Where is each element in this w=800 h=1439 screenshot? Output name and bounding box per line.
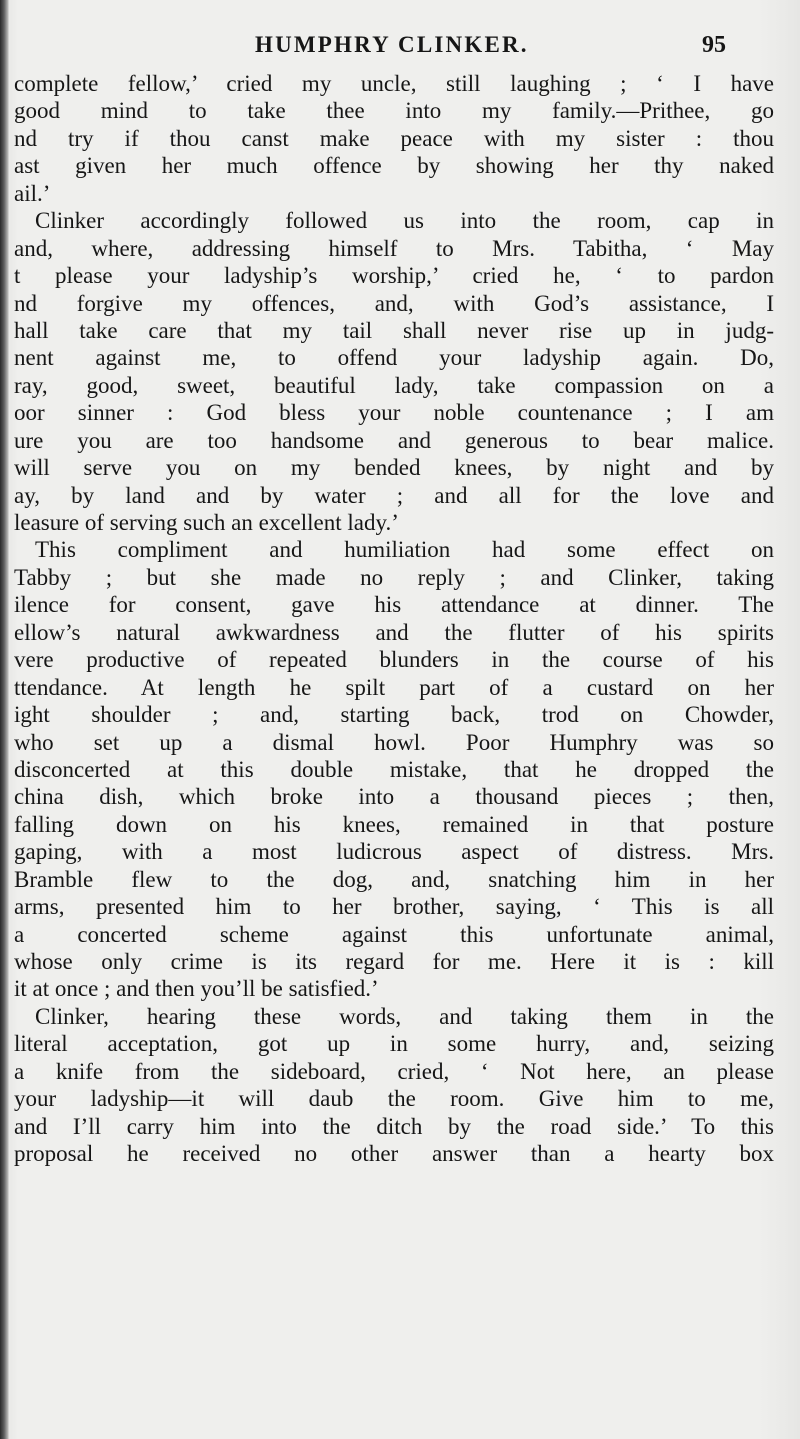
text-line: Clinker accordingly followed us into the room, cap in xyxy=(35,208,774,234)
text-line: Clinker, hearing these words, and taking them in the xyxy=(35,1003,774,1029)
text-line: ure you are too handsome and generous to bear malice. xyxy=(14,427,774,453)
text-line: oor sinner : God bless your noble countenance ; I am xyxy=(14,400,774,426)
page-number: 95 xyxy=(702,32,726,58)
text-line: complete fellow,’ cried my uncle, still laughing ; ‘ I have xyxy=(14,71,774,96)
text-line: ail.’ xyxy=(14,180,51,206)
text-line: a concerted scheme against this unfortunate animal, xyxy=(14,921,774,947)
body-text xyxy=(14,70,774,1168)
text-line: disconcerted at this double mistake, that he dropped the xyxy=(14,756,774,782)
text-line: and, where, addressing himself to Mrs. Tabitha, ‘ May xyxy=(14,235,774,261)
text-line: literal acceptation, got up in some hurry, and, seizing xyxy=(14,1031,774,1057)
text-line: Bramble flew to the dog, and, snatching him in her xyxy=(14,866,774,892)
text-line: nent against me, to offend your ladyship again. Do, xyxy=(14,345,774,371)
text-line: who set up a dismal howl. Poor Humphry was so xyxy=(14,729,774,755)
text-line: Tabby ; but she made no reply ; and Clinker, taking xyxy=(14,564,774,590)
text-line: ay, by land and by water ; and all for the love and xyxy=(14,482,774,508)
text-line: ray, good, sweet, beautiful lady, take compassion on a xyxy=(14,372,774,398)
text-line: ight shoulder ; and, starting back, trod on Chowder, xyxy=(14,702,774,728)
text-line: good mind to take thee into my family.—Prithee, go xyxy=(14,98,774,124)
text-line: nd try if thou canst make peace with my sister : thou xyxy=(14,125,774,151)
text-line: vere productive of repeated blunders in the course of his xyxy=(14,647,774,673)
text-line: nd forgive my offences, and, with God’s assistance, I xyxy=(14,290,774,316)
text-line: gaping, with a most ludicrous aspect of distress. Mrs. xyxy=(14,839,774,865)
text-line: leasure of serving such an excellent lady.’ xyxy=(14,510,399,535)
running-title: HUMPHRY CLINKER. xyxy=(255,32,529,57)
text-line: ellow’s natural awkwardness and the flutter of his spirits xyxy=(14,619,774,645)
text-line: proposal he received no other answer than a hearty box xyxy=(14,1141,774,1167)
text-line: ttendance. At length he spilt part of a custard on her xyxy=(14,674,774,700)
text-line: your ladyship—it will daub the room. Give him to me, xyxy=(14,1086,774,1112)
text-line: will serve you on my bended knees, by night and by xyxy=(14,455,774,481)
text-line: ast given her much offence by showing her thy naked xyxy=(14,153,774,179)
text-line: arms, presented him to her brother, saying, ‘ This is all xyxy=(14,894,774,920)
text-line: hall take care that my tail shall never rise up in judg- xyxy=(14,317,774,343)
text-line: This compliment and humiliation had some effect on xyxy=(35,537,774,563)
text-line: and I’ll carry him into the ditch by the road side.’ To this xyxy=(14,1113,774,1139)
text-line: it at once ; and then you’ll be satisfied.’ xyxy=(14,976,379,1002)
text-line: whose only crime is its regard for me. Here it is : kill xyxy=(14,949,774,974)
binding-edge xyxy=(0,0,9,1439)
text-line: ilence for consent, gave his attendance at dinner. The xyxy=(14,592,774,618)
text-line: t please your ladyship’s worship,’ cried he, ‘ to pardon xyxy=(14,263,774,289)
page-header xyxy=(0,28,800,68)
text-line: china dish, which broke into a thousand pieces ; then, xyxy=(14,784,774,810)
text-line: a knife from the sideboard, cried, ‘ Not here, an please xyxy=(14,1058,774,1084)
text-line: falling down on his knees, remained in that posture xyxy=(14,811,774,837)
